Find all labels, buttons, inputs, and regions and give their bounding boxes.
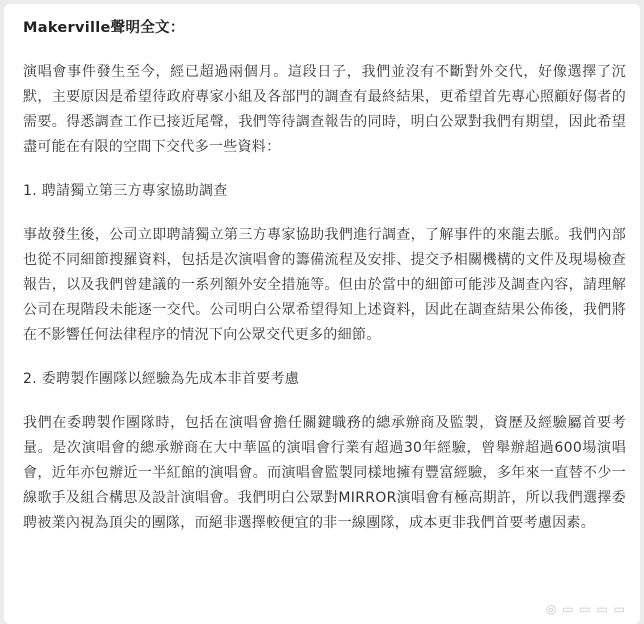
statement-card (4, 4, 640, 624)
section-2-body: 我們在委聘製作團隊時，包括在演唱會擔任關鍵職務的總承辦商及監製，資歷及經驗屬首要考量。是次演唱會的總承辦商在大中華區的演唱會行業有超過30年經驗，曾舉辦超過600場演唱會，近年亦包辦近一半紅館的演唱會。而演唱會監製同樣地擁有豐富經驗，多年來一直替不少一線歌手及組合構思及設計演唱會。我們明白公眾對MIRROR演唱會有極高期許，所以我們選擇委聘被業內視為頂尖的團隊，而絕非選擇較便宜的非一線團隊，成本更非我們首要考慮因素。 (23, 415, 626, 531)
weibo-watermark-icon: ◎ ▭ ▭ ▭ ▭ (545, 602, 626, 616)
section-1-body: 事故發生後，公司立即聘請獨立第三方專家協助我們進行調查，了解事件的來龍去脈。我們內部也從不同細節搜羅資料，包括是次演唱會的籌備流程及安排、提交予相關機構的文件及現場檢查報告，以及我們曾建議的一系列額外安全措施等。但由於當中的細節可能涉及調查內容，請理解公司在現階段未能逐一交代。公司明白公眾希望得知上述資料，因此在調查結果公佈後，我們將在不影響任何法律程序的情況下向公眾交代更多的細節。 (23, 227, 626, 343)
section-1-heading: 1. 聘請獨立第三方專家協助調查 (23, 183, 228, 199)
section-2-heading: 2. 委聘製作團隊以經驗為先成本非首要考慮 (23, 371, 300, 387)
statement-title: Makerville聲明全文： (23, 20, 185, 36)
intro-paragraph: 演唱會事件發生至今，經已超過兩個月。這段日子，我們並沒有不斷對外交代，好像選擇了沉默，主要原因是希望待政府專家小組及各部門的調查有最終結果，更希望首先專心照顧好傷者的需要。得悉調查工作已接近尾聲，我們等待調查報告的同時，明白公眾對我們有期望，因此希望盡可能在有限的空間下交代多一些資料： (23, 64, 626, 155)
